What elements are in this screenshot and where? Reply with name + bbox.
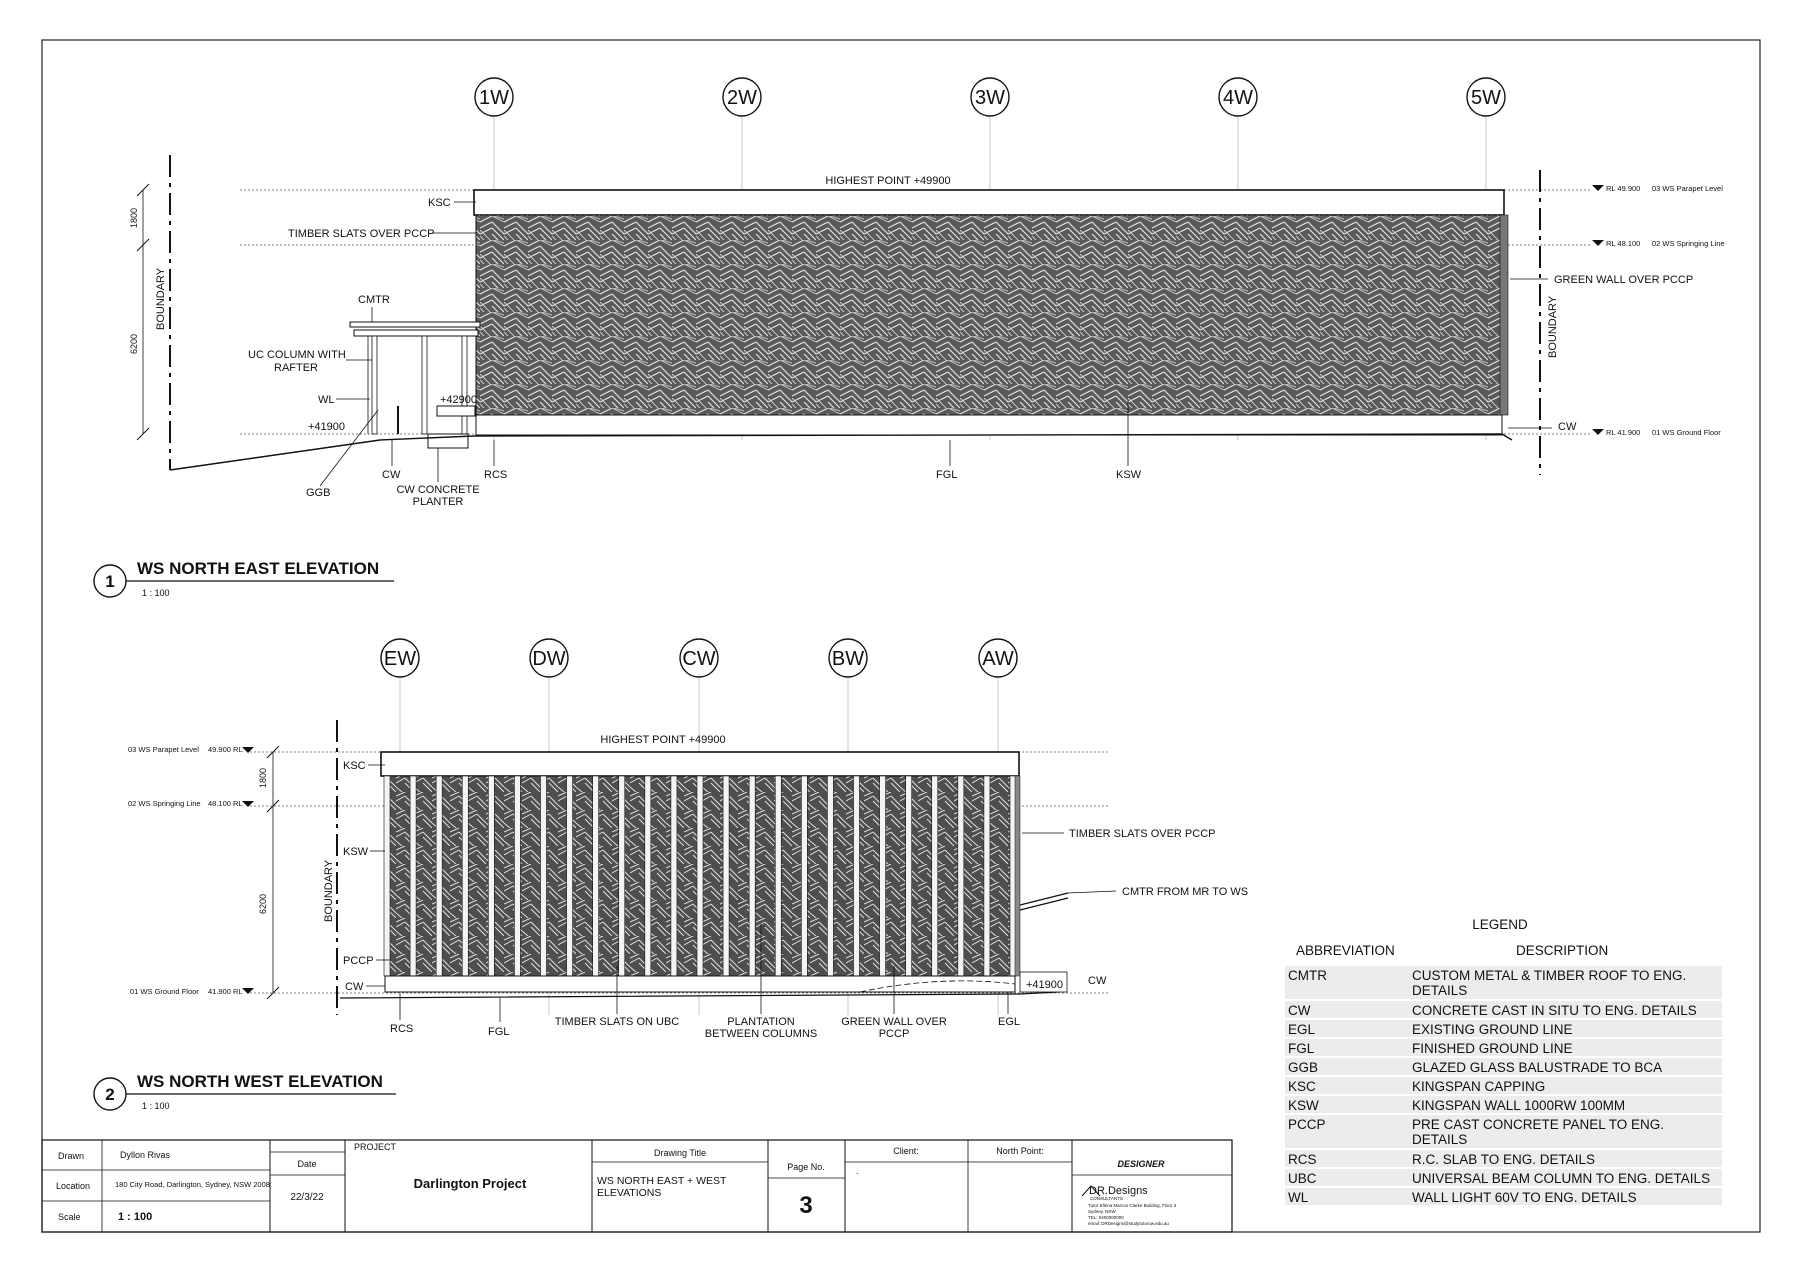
tb-designer-email: email: DRDesigns@studytutorow.edu.au [1088, 1221, 1169, 1226]
ksw-label-2: KSW [343, 846, 369, 858]
level-name-ground-2: 01 WS Ground Floor [130, 987, 199, 996]
green-wall-label-1: GREEN WALL OVER PCCP [1554, 274, 1694, 286]
boundary-label-2: BOUNDARY [323, 859, 335, 922]
grid-label-ew: EW [383, 648, 417, 670]
legend-desc: PRE CAST CONCRETE PANEL TO ENG. [1412, 1117, 1665, 1132]
ubc-column [906, 776, 912, 976]
tb-designer-label: DESIGNER [1117, 1159, 1165, 1169]
ubc-column [514, 776, 520, 976]
planter-label-line2: PLANTER [412, 496, 464, 508]
ubc-column [384, 776, 390, 976]
cw-label-2: CW [345, 981, 364, 993]
base-slab [476, 415, 1502, 435]
legend-abbr: CMTR [1288, 968, 1327, 983]
grid-label-aw: AW [982, 648, 1014, 670]
legend-desc: CONCRETE CAST IN SITU TO ENG. DETAILS [1412, 1003, 1697, 1018]
tb-designer-addr2: Sydney, NSW [1088, 1209, 1116, 1214]
tb-designer-addr1: Tutor Ellena Marcus Clarke Building, Floor 3 [1088, 1203, 1177, 1208]
cmtr-label-2: CMTR FROM MR TO WS [1122, 886, 1249, 898]
level-name-springing-1: 02 WS Springing Line [1652, 239, 1725, 248]
tb-page-value: 3 [799, 1192, 813, 1219]
ubc-column [436, 776, 442, 976]
legend-desc: WALL LIGHT 60V TO ENG. DETAILS [1412, 1190, 1637, 1205]
green-wall-label-2-line2: PCCP [878, 1028, 910, 1040]
wl-label-1: WL [318, 394, 335, 406]
tb-designer-sub: CONSULTANTS [1090, 1196, 1123, 1201]
tb-project-value: Darlington Project [413, 1176, 527, 1191]
legend-title: LEGEND [1472, 917, 1528, 932]
ggb-label: GGB [306, 487, 331, 499]
tb-north-label: North Point: [996, 1146, 1044, 1156]
legend-abbr: PCCP [1288, 1117, 1326, 1132]
ubc-column [593, 776, 599, 976]
ubc-column [567, 776, 573, 976]
grid-label-4w: 4W [1223, 87, 1253, 109]
ksc-label-2: KSC [343, 760, 366, 772]
fgl-label-2: FGL [488, 1026, 510, 1038]
legend-desc: KINGSPAN WALL 1000RW 100MM [1412, 1098, 1626, 1113]
legend-desc: UNIVERSAL BEAM COLUMN TO ENG. DETAILS [1412, 1171, 1711, 1186]
legend-desc: KINGSPAN CAPPING [1412, 1079, 1546, 1094]
tb-date-label: Date [297, 1159, 317, 1169]
view-scale-1: 1 : 100 [142, 588, 170, 598]
legend-abbr: CW [1288, 1003, 1311, 1018]
highest-point-label-2: HIGHEST POINT +49900 [600, 734, 726, 746]
tb-client-value: . [856, 1166, 859, 1176]
level-rl-parapet-2: 49.900 RL [208, 745, 243, 754]
ubc-column [645, 776, 651, 976]
ubc-column [619, 776, 625, 976]
level-rl-ground-2: 41.900 RL [208, 987, 243, 996]
planter-label-line1: CW CONCRETE [396, 484, 480, 496]
legend [1285, 917, 1722, 1205]
level-name-ground-1: 01 WS Ground Floor [1652, 428, 1721, 437]
grid-label-5w: 5W [1471, 87, 1501, 109]
cw-right-label-2: CW [1088, 975, 1107, 987]
level-name-springing-2: 02 WS Springing Line [128, 799, 201, 808]
grid-label-bw: BW [831, 648, 865, 670]
ubc-column [880, 776, 886, 976]
tb-location-label: Location [56, 1181, 91, 1191]
tb-date-value: 22/3/22 [290, 1192, 324, 1203]
timber-slats-label-1: TIMBER SLATS OVER PCCP [288, 228, 435, 240]
highest-point-label-1: HIGHEST POINT +49900 [825, 175, 951, 187]
legend-abbr: WL [1288, 1190, 1309, 1205]
ksw-label-1: KSW [1116, 469, 1142, 481]
legend-abbr: GGB [1288, 1060, 1319, 1075]
ubc-column [775, 776, 781, 976]
cw-right-label-1: CW [1558, 421, 1577, 433]
level-tags-1 [1592, 184, 1725, 437]
grid-label-dw: DW [532, 648, 566, 670]
fgl-label-1: FGL [936, 469, 958, 481]
tb-drawing-title-line2: ELEVATIONS [597, 1187, 662, 1199]
legend-desc: GLAZED GLASS BALUSTRADE TO BCA [1412, 1060, 1663, 1075]
tb-client-label: Client: [893, 1146, 919, 1156]
plantation-label-line1: PLANTATION [727, 1016, 795, 1028]
egl-label: EGL [998, 1016, 1021, 1028]
rcs-label-2: RCS [390, 1023, 414, 1035]
rl-41900-label-1: +41900 [308, 421, 346, 433]
green-wall-strip [1500, 215, 1508, 415]
level-tags-2 [128, 745, 254, 996]
cmtr-label-1: CMTR [358, 294, 390, 306]
ubc-column [827, 776, 833, 976]
dim-6200-2: 6200 [258, 893, 268, 914]
ubc-column [697, 776, 703, 976]
title-block [42, 1140, 1232, 1232]
rl-42900-label: +42900 [440, 394, 478, 406]
timber-slats-label-2: TIMBER SLATS OVER PCCP [1069, 828, 1216, 840]
legend-desc: FINISHED GROUND LINE [1412, 1041, 1573, 1056]
tb-drawn-value: Dyllon Rivas [120, 1150, 171, 1160]
ubc-column [410, 776, 416, 976]
legend-col-description: DESCRIPTION [1516, 943, 1609, 958]
view-number-2: 2 [105, 1085, 115, 1104]
tb-designer-logo: DR.Designs [1089, 1185, 1148, 1197]
tb-drawing-title-label: Drawing Title [653, 1148, 707, 1158]
ubc-column [801, 776, 807, 976]
timber-slat-wall [476, 215, 1502, 415]
ubc-column [932, 776, 938, 976]
dim-6200-1: 6200 [129, 333, 139, 354]
level-rl-ground-1: RL 41.900 [1606, 428, 1641, 437]
green-wall-label-2-line1: GREEN WALL OVER [841, 1016, 947, 1028]
legend-abbr: KSW [1288, 1098, 1319, 1113]
view-title-1: WS NORTH EAST ELEVATION [137, 559, 380, 578]
legend-abbr: RCS [1288, 1152, 1317, 1167]
ubc-column [541, 776, 547, 976]
timber-slats-ubc-label: TIMBER SLATS ON UBC [554, 1016, 680, 1028]
north-east-elevation [94, 78, 1725, 598]
legend-desc-cont: DETAILS [1412, 983, 1468, 998]
legend-desc: R.C. SLAB TO ENG. DETAILS [1412, 1152, 1596, 1167]
grid-label-1w: 1W [479, 87, 509, 109]
uc-column-label-line2: RAFTER [274, 362, 318, 374]
legend-rows [1285, 966, 1722, 1205]
north-west-elevation [94, 639, 1248, 1111]
plantation-label-line2: BETWEEN COLUMNS [704, 1028, 818, 1040]
uc-column-label-line1: UC COLUMN WITH [248, 349, 346, 361]
tb-location-value: 180 City Road, Darlington, Sydney, NSW 2008 [115, 1180, 270, 1189]
ubc-column [749, 776, 755, 976]
green-wall-strip-2 [1015, 776, 1020, 976]
tb-designer-tel: TEL: 0400000000 [1088, 1215, 1124, 1220]
dim-1800-1: 1800 [129, 207, 139, 228]
level-rl-parapet-1: RL 49.900 [1606, 184, 1641, 193]
pccp-label-2: PCCP [343, 955, 374, 967]
rl-41900-label-2: +41900 [1026, 979, 1064, 991]
view-number-1: 1 [105, 572, 115, 591]
kingspan-capping [474, 190, 1504, 215]
boundary-label-right-1: BOUNDARY [1547, 295, 1559, 358]
tb-drawn-label: Drawn [58, 1151, 85, 1161]
tb-drawing-title-line1: WS NORTH EAST + WEST [597, 1175, 727, 1187]
legend-desc-cont: DETAILS [1412, 1132, 1468, 1147]
legend-abbr: FGL [1288, 1041, 1315, 1056]
tb-project-label: PROJECT [354, 1142, 397, 1152]
dim-1800-2: 1800 [258, 767, 268, 788]
ksc-label-1: KSC [428, 197, 451, 209]
boundary-label-left-1: BOUNDARY [155, 267, 167, 330]
level-rl-springing-2: 48.100 RL [208, 799, 243, 808]
legend-desc: EXISTING GROUND LINE [1412, 1022, 1573, 1037]
level-name-parapet-1: 03 WS Parapet Level [1652, 184, 1723, 193]
ubc-column [958, 776, 964, 976]
tb-page-label: Page No. [787, 1162, 825, 1172]
ubc-column [854, 776, 860, 976]
ubc-column [723, 776, 729, 976]
legend-col-abbreviation: ABBREVIATION [1296, 943, 1395, 958]
legend-desc: CUSTOM METAL & TIMBER ROOF TO ENG. [1412, 968, 1687, 983]
view-title-2: WS NORTH WEST ELEVATION [137, 1072, 383, 1091]
level-rl-springing-1: RL 48.100 [1606, 239, 1641, 248]
ubc-column [671, 776, 677, 976]
kingspan-capping-2 [381, 752, 1019, 776]
pergola-cmtr [350, 322, 480, 448]
legend-abbr: KSC [1288, 1079, 1316, 1094]
rcs-label-1: RCS [484, 469, 508, 481]
view-scale-2: 1 : 100 [142, 1101, 170, 1111]
level-name-parapet-2: 03 WS Parapet Level [128, 745, 199, 754]
grid-label-2w: 2W [727, 87, 757, 109]
tb-scale-value: 1 : 100 [118, 1211, 153, 1223]
ubc-column [984, 776, 990, 976]
ground-line-1 [170, 434, 1512, 470]
tb-scale-label: Scale [58, 1212, 81, 1222]
grid-label-3w: 3W [975, 87, 1005, 109]
grid-label-cw: CW [682, 648, 716, 670]
ubc-column [462, 776, 468, 976]
legend-abbr: UBC [1288, 1171, 1317, 1186]
ubc-column [488, 776, 494, 976]
legend-abbr: EGL [1288, 1022, 1316, 1037]
base-slab-2 [385, 976, 1015, 992]
cw-label-1: CW [382, 469, 401, 481]
